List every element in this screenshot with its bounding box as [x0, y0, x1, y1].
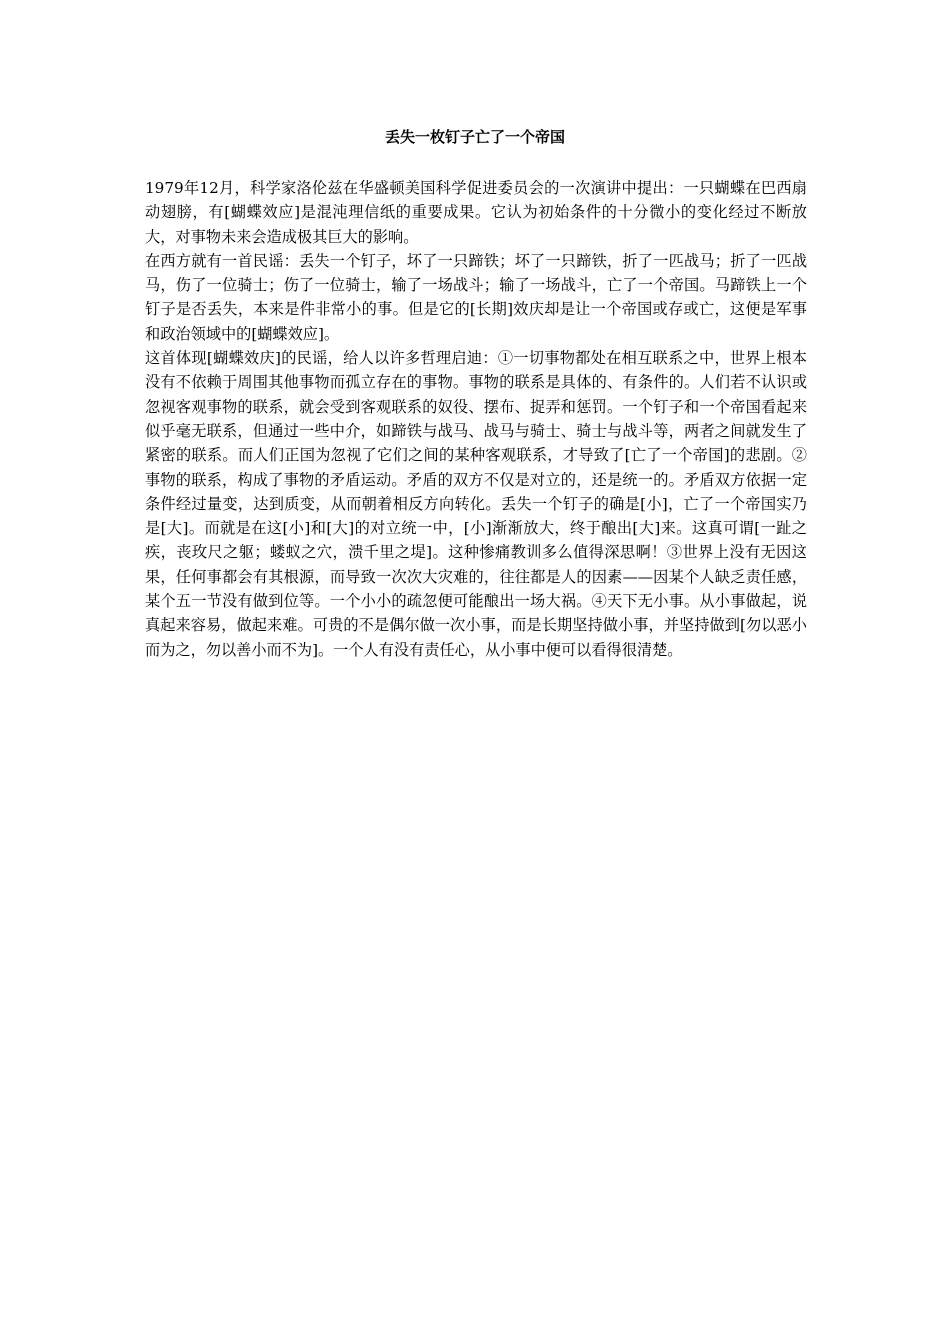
- paragraph-philosophical-lessons: 这首体现[蝴蝶效庆]的民谣，给人以许多哲理启迪：①一切事物都处在相互联系之中，世界上根本没有不依赖于周围其他事物而孤立存在的事物。事物的联系是具体的、有条件的。人们若不认识或忽视客观事物的联系，就会受到客观联系的奴役、摆布、捉弄和惩罚。一个钉子和一个帝国看起来似乎毫无联系，但通过一些中介，如蹄铁与战马、战马与骑士、骑士与战斗等，两者之间就发生了紧密的联系。而人们正国为忽视了它们之间的某种客观联系，才导致了[亡了一个帝国]的悲剧。②事物的联系，构成了事物的矛盾运动。矛盾的双方不仅是对立的，还是统一的。矛盾双方依据一定条件经过量变，达到质变，从而朝着相反方向转化。丢失一个钉子的确是[小]，亡了一个帝国实乃是[大]。而就是在这[小]和[大]的对立统一中，[小]渐渐放大，终于酿出[大]来。这真可谓[一趾之疾，丧玫尺之躯；蝼蚁之穴，溃千里之堤]。这种惨痛教训多么值得深思啊！③世界上没有无因这果，任何事都会有其根源，而导致一次次大灾难的，往往都是人的因素——因某个人缺乏责任感，某个五一节没有做到位等。一个小小的疏忽便可能酿出一场大祸。④天下无小事。从小事做起，说真起来容易，做起来难。可贵的不是偶尔做一次小事，而是长期坚持做小事，并坚持做到[勿以恶小而为之，勿以善小而不为]。一个人有没有责任心，从小事中便可以看得很清楚。: [145, 349, 807, 659]
- document-body: [145, 176, 807, 662]
- paragraph-butterfly-effect-intro: 1979年12月，科学家洛伦兹在华盛顿美国科学促进委员会的一次演讲中提出：一只蝴蝶在巴西扇动翅膀，有[蝴蝶效应]是混沌理信纸的重要成果。它认为初始条件的十分微小的变化经过不断放大，对事物未来会造成极其巨大的影响。: [145, 179, 807, 246]
- document-title: 丢失一枚钉子亡了一个帝国: [384, 128, 565, 146]
- paragraph-western-ballad: 在西方就有一首民谣：丢失一个钉子，坏了一只蹄铁；坏了一只蹄铁，折了一匹战马；折了一匹战马，伤了一位骑士；伤了一位骑士，输了一场战斗；输了一场战斗，亡了一个帝国。马蹄铁上一个钉子是否丢失，本来是件非常小的事。但是它的[长期]效庆却是让一个帝国或存或亡，这便是军事和政治领域中的[蝴蝶效应]。: [145, 251, 807, 343]
